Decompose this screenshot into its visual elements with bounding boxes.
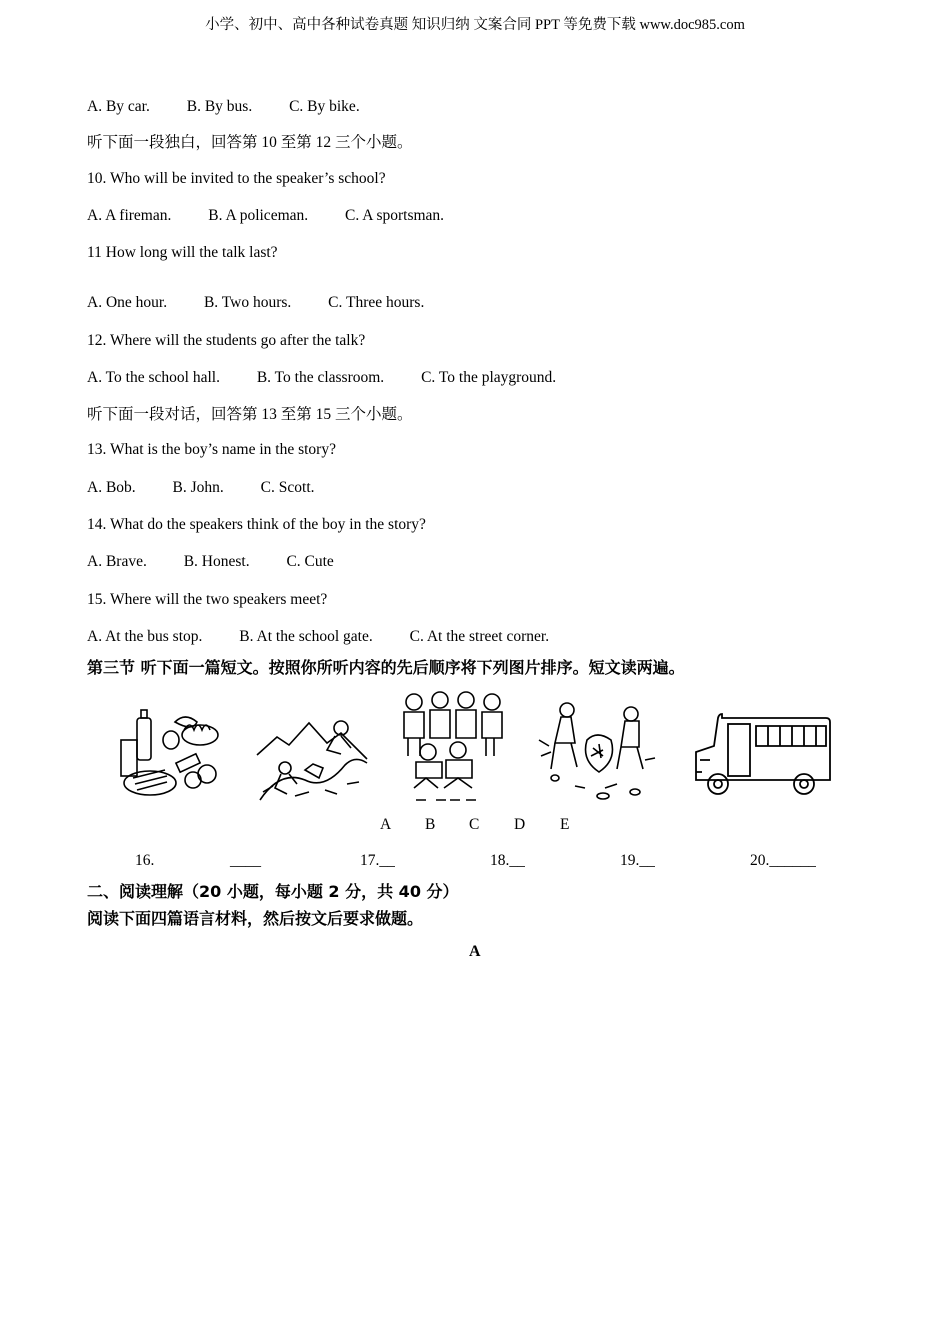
q12-option-c: C. To the playground. (421, 369, 557, 386)
part2-instruction: 阅读下面四篇语言材料，然后按文后要求做题。 (87, 909, 424, 928)
mountain-climbing-illustration (255, 700, 370, 805)
q10-options (87, 208, 444, 224)
q11-option-c: C. Three hours. (328, 294, 425, 311)
q14-option-b: B. Honest. (183, 553, 250, 570)
picture-a-food (115, 700, 225, 805)
picture-d-cleaning (535, 700, 660, 805)
bus-illustration (692, 712, 832, 802)
answer-16-label: 16. (135, 852, 155, 869)
q10-option-b: B. A policeman. (208, 207, 309, 224)
q11-question: 11 How long will the talk last? (87, 244, 278, 261)
q13-option-c: C. Scott. (260, 479, 315, 496)
cleaning-illustration (535, 700, 660, 805)
section3-title: 第三节 听下面一篇短文。按照你所听内容的先后顺序将下列图片排序。短文读两遍。 (87, 658, 685, 677)
q11-option-a: A. One hour. (87, 294, 168, 311)
q15-option-a: A. At the bus stop. (87, 628, 203, 645)
q10-question: 10. Who will be invited to the speaker’s school? (87, 170, 386, 187)
q13-options (87, 480, 315, 496)
picture-c-group (400, 688, 510, 806)
answer-17-blank[interactable]: 17.__ (360, 852, 395, 869)
q14-option-c: C. Cute (286, 553, 334, 570)
answer-19-blank[interactable]: 19.__ (620, 852, 655, 869)
picture-letter-e: E (560, 816, 570, 833)
q9-option-a: A. By car. (87, 98, 150, 115)
picture-letter-d: D (514, 816, 526, 833)
q14-question: 14. What do the speakers think of the boy in the story? (87, 516, 426, 533)
q11-options (87, 295, 424, 311)
q12-options (87, 370, 556, 386)
scout-group-illustration (400, 688, 510, 806)
picture-e-bus (692, 712, 832, 802)
q10-option-c: C. A sportsman. (345, 207, 445, 224)
picture-letter-b: B (425, 816, 436, 833)
q15-options (87, 629, 549, 645)
q12-option-a: A. To the school hall. (87, 369, 220, 386)
monologue-instruction: 听下面一段独白，回答第 10 至第 12 三个小题。 (87, 134, 413, 151)
answer-20-blank[interactable]: 20.______ (750, 852, 816, 869)
picture-letter-c: C (469, 816, 480, 833)
q15-question: 15. Where will the two speakers meet? (87, 591, 328, 608)
q12-option-b: B. To the classroom. (256, 369, 385, 386)
picture-b-mountains (255, 700, 370, 805)
picture-letter-a: A (380, 816, 392, 833)
q9-option-b: B. By bus. (186, 98, 253, 115)
q13-option-a: A. Bob. (87, 479, 136, 496)
q10-option-a: A. A fireman. (87, 207, 172, 224)
answer-16-blank[interactable]: ____ (230, 852, 261, 869)
q9-options (87, 99, 360, 115)
page-header: 小学、初中、高中各种试卷真题 知识归纳 文案合同 PPT 等免费下载 www.doc985.com (205, 17, 745, 33)
q15-option-b: B. At the school gate. (239, 628, 373, 645)
q11-option-b: B. Two hours. (203, 294, 292, 311)
q14-options (87, 554, 334, 570)
q13-option-b: B. John. (172, 479, 224, 496)
q12-question: 12. Where will the students go after the talk? (87, 332, 366, 349)
food-illustration (115, 700, 225, 805)
answer-18-blank[interactable]: 18.__ (490, 852, 525, 869)
part2-title: 二、阅读理解（20 小题，每小题 2 分，共 40 分） (87, 882, 459, 901)
passage-label: A (469, 943, 481, 960)
q13-question: 13. What is the boy’s name in the story? (87, 441, 336, 458)
dialogue-instruction: 听下面一段对话，回答第 13 至第 15 三个小题。 (87, 406, 413, 423)
q9-option-c: C. By bike. (289, 98, 360, 115)
q14-option-a: A. Brave. (87, 553, 147, 570)
q15-option-c: C. At the street corner. (409, 628, 550, 645)
